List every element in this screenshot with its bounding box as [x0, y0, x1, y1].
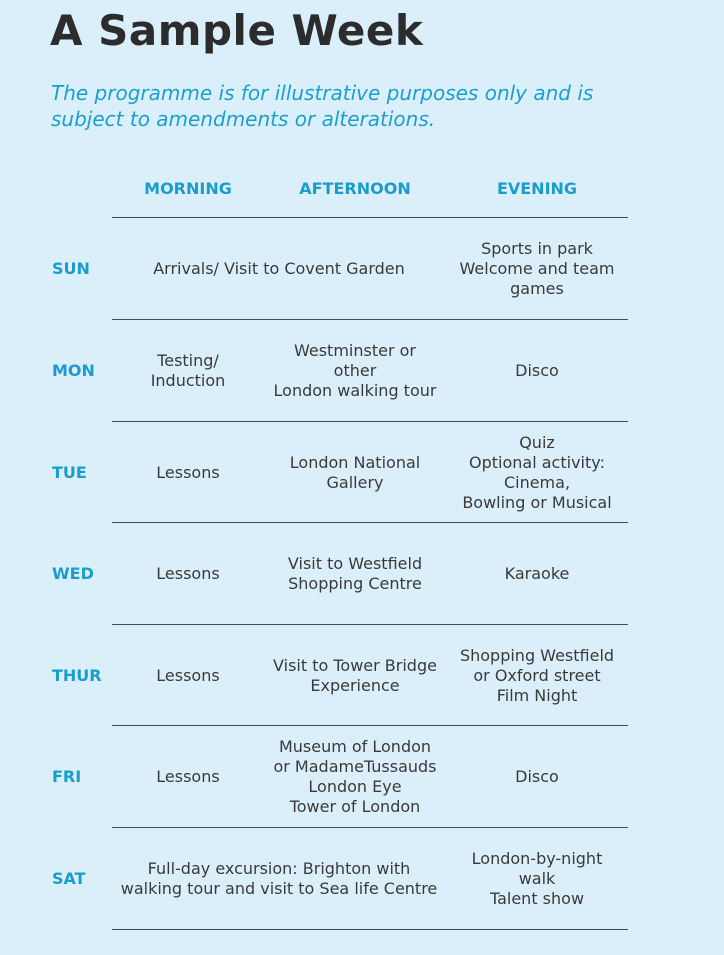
schedule-row-mon: [0, 320, 724, 421]
schedule-row-fri: [0, 726, 724, 827]
morning-cell: Lessons: [156, 766, 220, 786]
day-label: FRI: [52, 767, 82, 786]
schedule-row-sat: [0, 828, 724, 929]
evening-cell: Quiz Optional activity: Cinema, Bowling or Musical: [462, 432, 612, 512]
day-label: SAT: [52, 869, 86, 888]
evening-cell: Disco: [515, 766, 559, 786]
morning-cell: Testing/ Induction: [150, 350, 226, 390]
schedule-row-tue: [0, 422, 724, 523]
schedule-row-thur: [0, 625, 724, 726]
schedule-row-wed: [0, 523, 724, 624]
afternoon-cell: Visit to Westfield Shopping Centre: [287, 553, 423, 593]
evening-cell: London-by-night walk Talent show: [471, 848, 603, 908]
morning-afternoon-cell: Arrivals/ Visit to Covent Garden: [153, 258, 405, 278]
afternoon-cell: London National Gallery: [289, 452, 421, 492]
afternoon-cell: Visit to Tower Bridge Experience: [273, 655, 437, 695]
evening-cell: Shopping Westfield or Oxford street Film Night: [459, 645, 615, 705]
evening-cell: Disco: [515, 360, 559, 380]
afternoon-cell: Museum of London or MadameTussauds London Eye Tower of London: [273, 736, 437, 816]
column-header-afternoon: AFTERNOON: [299, 179, 411, 198]
table-divider: [112, 929, 628, 930]
column-header-morning: MORNING: [144, 179, 232, 198]
page-subtitle: The programme is for illustrative purposes only and is subject to amendments or alterations.: [51, 81, 594, 131]
page-title: A Sample Week: [50, 6, 424, 55]
schedule-row-sun: [0, 218, 724, 319]
evening-cell: Sports in park Welcome and team games: [459, 238, 615, 298]
day-label: THUR: [52, 666, 102, 685]
morning-cell: Lessons: [156, 665, 220, 685]
day-label: SUN: [52, 259, 90, 278]
afternoon-cell: Westminster or other London walking tour: [273, 340, 437, 400]
day-label: MON: [52, 361, 95, 380]
morning-afternoon-cell: Full-day excursion: Brighton with walking tour and visit to Sea life Centre: [120, 858, 438, 898]
column-header-evening: EVENING: [496, 179, 578, 198]
day-label: WED: [52, 564, 94, 583]
day-label: TUE: [52, 463, 87, 482]
morning-cell: Lessons: [156, 462, 220, 482]
morning-cell: Lessons: [156, 563, 220, 583]
evening-cell: Karaoke: [504, 563, 570, 583]
